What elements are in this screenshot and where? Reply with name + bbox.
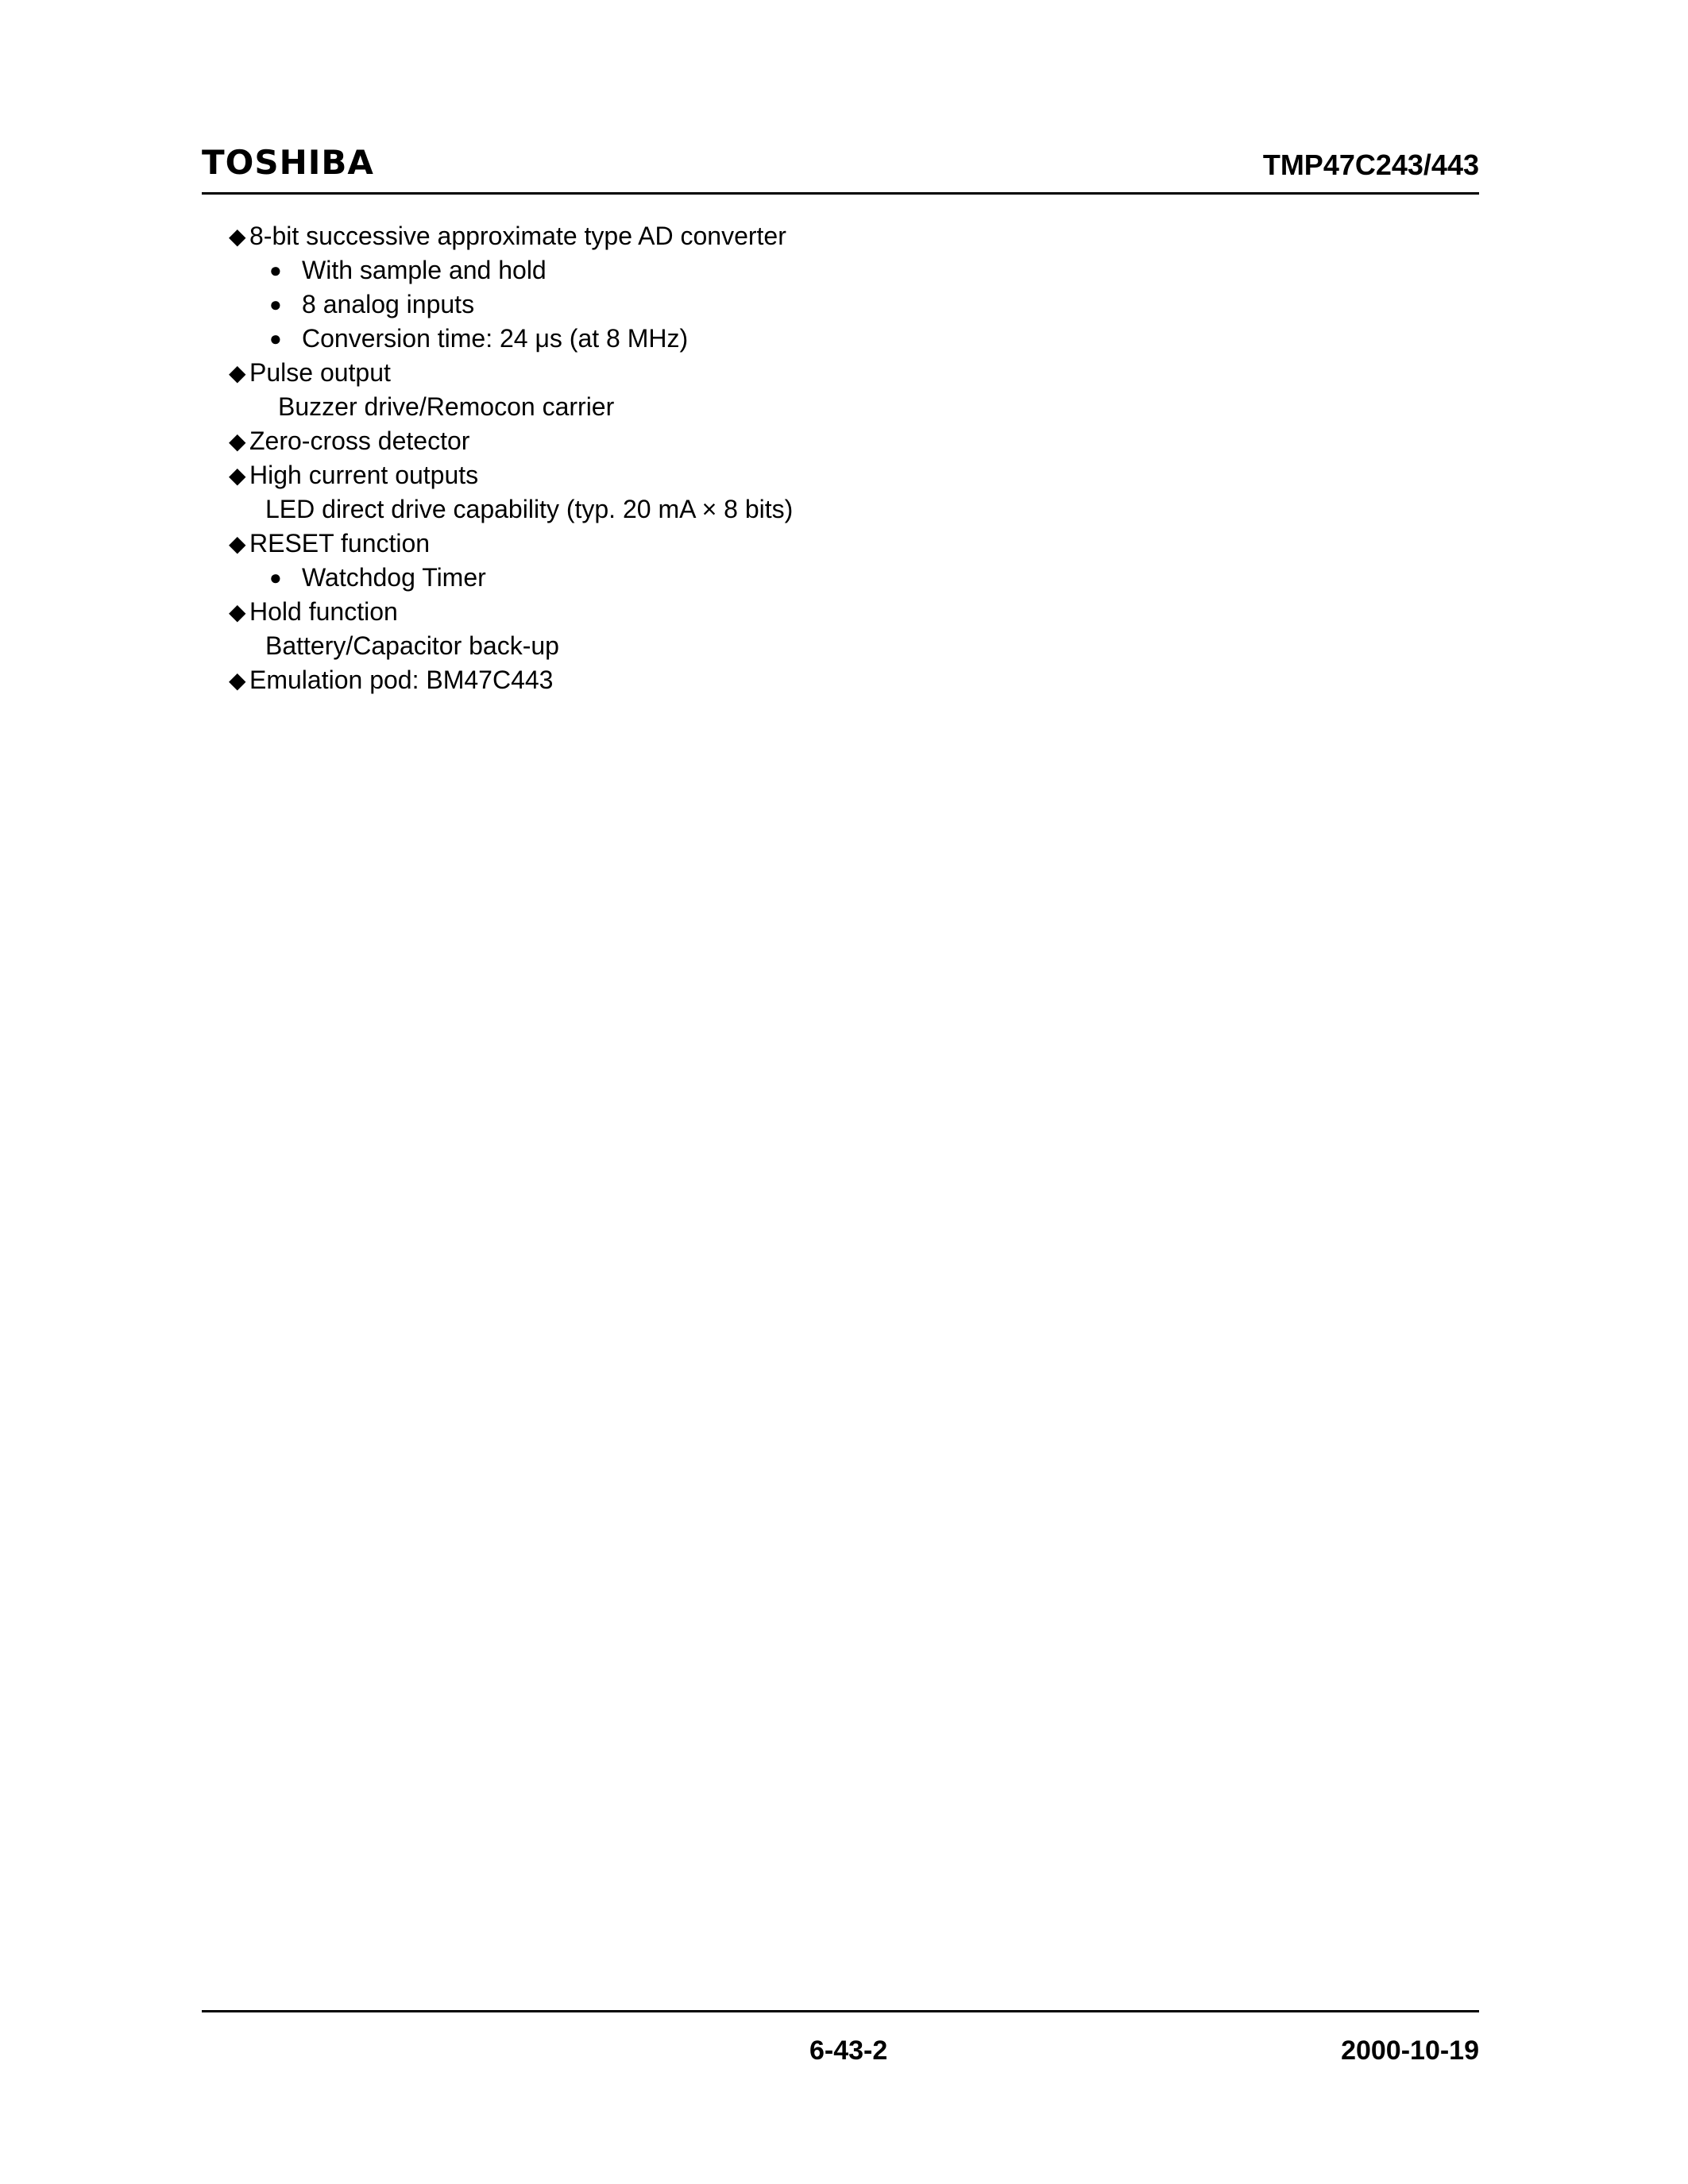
diamond-bullet-icon: ◆ [229, 600, 246, 624]
feature-detail [202, 492, 1479, 527]
feature-title: High current outputs [249, 461, 479, 489]
feature-subitem: 8 analog inputs [302, 290, 475, 318]
diamond-bullet-icon: ◆ [229, 531, 246, 556]
list-item [202, 287, 1479, 322]
feature-title: Emulation pod: BM47C443 [249, 666, 554, 694]
dot-bullet-icon: ● [269, 326, 282, 350]
page-header [202, 141, 1479, 192]
page-number: 6-43-2 [809, 2035, 888, 2066]
list-item [202, 561, 1479, 595]
feature-title: Zero-cross detector [249, 426, 470, 455]
diamond-bullet-icon: ◆ [229, 224, 246, 249]
feature-pulse-output [202, 356, 1479, 390]
dot-bullet-icon: ● [269, 292, 282, 316]
feature-emulation [202, 663, 1479, 697]
feature-list [202, 219, 1479, 697]
list-item [202, 322, 1479, 356]
feature-zero-cross [202, 424, 1479, 458]
diamond-bullet-icon: ◆ [229, 361, 246, 385]
feature-detail [202, 390, 1479, 424]
dot-bullet-icon: ● [269, 258, 282, 282]
part-number: TMP47C243/443 [1262, 149, 1479, 181]
page-footer [202, 2032, 1479, 2070]
feature-title: Hold function [249, 597, 398, 626]
document-date: 2000-10-19 [1341, 2035, 1479, 2066]
feature-reset [202, 527, 1479, 561]
feature-title: 8-bit successive approximate type AD converter [249, 222, 786, 250]
feature-detail [202, 629, 1479, 663]
feature-title: RESET function [249, 529, 431, 558]
feature-subitem: Conversion time: 24 μs (at 8 MHz) [302, 324, 689, 353]
feature-ad-converter [202, 219, 1479, 253]
feature-detail-text: Buzzer drive/Remocon carrier [278, 392, 615, 421]
brand-logo-text: TOSHIBA [202, 143, 374, 182]
diamond-bullet-icon: ◆ [229, 463, 246, 488]
feature-detail-text: Battery/Capacitor back-up [265, 631, 559, 660]
feature-high-current [202, 458, 1479, 492]
header-rule [202, 192, 1479, 195]
feature-subitem: Watchdog Timer [302, 563, 486, 592]
footer-rule [202, 2010, 1479, 2012]
dot-bullet-icon: ● [269, 565, 282, 589]
feature-detail-text: LED direct drive capability (typ. 20 mA × 8 bits) [265, 495, 794, 523]
diamond-bullet-icon: ◆ [229, 429, 246, 453]
feature-hold [202, 595, 1479, 629]
list-item [202, 253, 1479, 287]
feature-subitem: With sample and hold [302, 256, 547, 284]
feature-title: Pulse output [249, 358, 391, 387]
diamond-bullet-icon: ◆ [229, 668, 246, 693]
